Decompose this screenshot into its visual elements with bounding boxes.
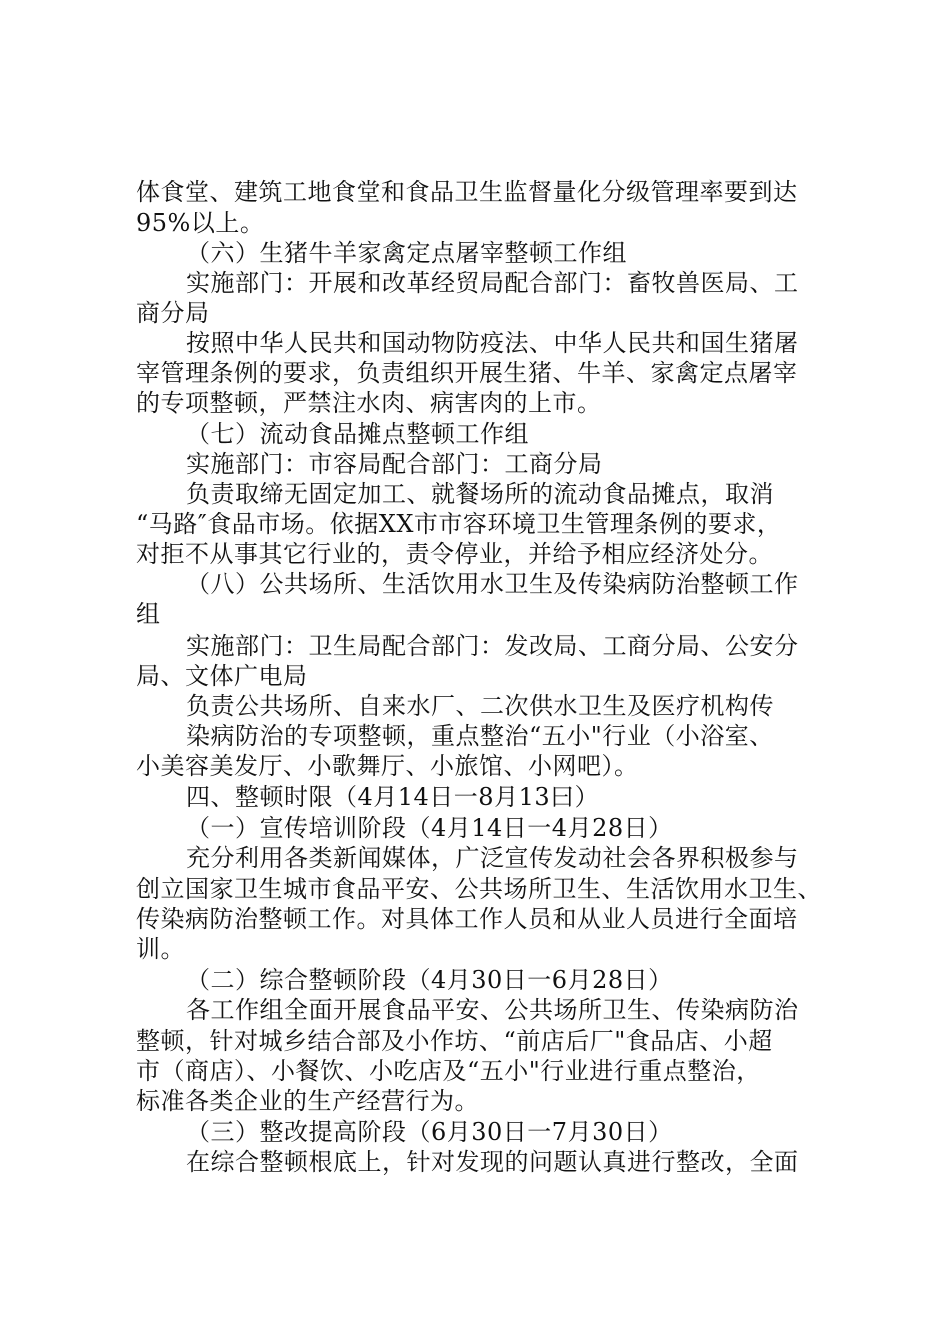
text-line: 训。 bbox=[136, 935, 185, 963]
section-heading: （一）宣传培训阶段（4月14日一4月28日） bbox=[186, 814, 673, 842]
section-heading: （八）公共场所、生活饮用水卫生及传染病防治整顿工作 bbox=[186, 570, 799, 598]
text-line: 充分利用各类新闻媒体，广泛宣传发动社会各界积极参与 bbox=[186, 844, 799, 872]
section-heading: （六）生猪牛羊家禽定点屠宰整顿工作组 bbox=[186, 239, 627, 267]
text-line: 染病防治的专项整顿，重点整治“五小"行业（小浴室、 bbox=[186, 722, 774, 750]
text-line: 实施部门：市容局配合部门：工商分局 bbox=[186, 450, 603, 478]
text-line: 市（商店）、小餐饮、小吃店及“五小"行业进行重点整治， bbox=[136, 1057, 761, 1085]
section-heading: （七）流动食品摊点整顿工作组 bbox=[186, 420, 529, 448]
text-line: 标准各类企业的生产经营行为。 bbox=[136, 1087, 479, 1115]
text-line: 创立国家卫生城市食品平安、公共场所卫生、生活饮用水卫生、 bbox=[136, 875, 822, 903]
text-line: 实施部门：开展和改革经贸局配合部门：畜牧兽医局、工 bbox=[186, 269, 799, 297]
text-line: 负责取缔无固定加工、就餐场所的流动食品摊点，取消 bbox=[186, 480, 774, 508]
section-heading: 四、整顿时限（4月14日一8月13曰） bbox=[186, 783, 600, 811]
text-line: 小美容美发厅、小歌舞厅、小旅馆、小网吧）。 bbox=[136, 752, 639, 780]
text-line: “马路″食品市场。依据XX市市容环境卫生管理条例的要求， bbox=[136, 510, 782, 538]
text-line: 在综合整顿根底上，针对发现的问题认真进行整改，全面 bbox=[186, 1148, 799, 1176]
text-line: 组 bbox=[136, 600, 161, 628]
text-line: 对拒不从事其它行业的，责令停业，并给予相应经济处分。 bbox=[136, 540, 773, 568]
text-line: 实施部门：卫生局配合部门：发改局、工商分局、公安分 bbox=[186, 632, 799, 660]
text-line: 宰管理条例的要求，负责组织开展生猪、牛羊、家禽定点屠宰 bbox=[136, 359, 798, 387]
text-line: 传染病防治整顿工作。对具体工作人员和从业人员进行全面培 bbox=[136, 905, 798, 933]
text-line: 局、文体广电局 bbox=[136, 662, 308, 690]
text-line: 按照中华人民共和国动物防疫法、中华人民共和国生猪屠 bbox=[186, 329, 799, 357]
text-line: 的专项整顿，严禁注水肉、病害肉的上市。 bbox=[136, 389, 602, 417]
text-line: 负责公共场所、自来水厂、二次供水卫生及医疗机构传 bbox=[186, 692, 774, 720]
text-line: 商分局 bbox=[136, 299, 210, 327]
section-heading: （二）综合整顿阶段（4月30日一6月28日） bbox=[186, 966, 673, 994]
text-line: 体食堂、建筑工地食堂和食品卫生监督量化分级管理率要到达 bbox=[136, 178, 798, 206]
text-line: 95%以上。 bbox=[136, 209, 265, 237]
text-line: 整顿，针对城乡结合部及小作坊、“前店后厂"食品店、小超 bbox=[136, 1027, 773, 1055]
section-heading: （三）整改提高阶段（6月30日一7月30日） bbox=[186, 1118, 673, 1146]
text-line: 各工作组全面开展食品平安、公共场所卫生、传染病防治 bbox=[186, 996, 799, 1024]
